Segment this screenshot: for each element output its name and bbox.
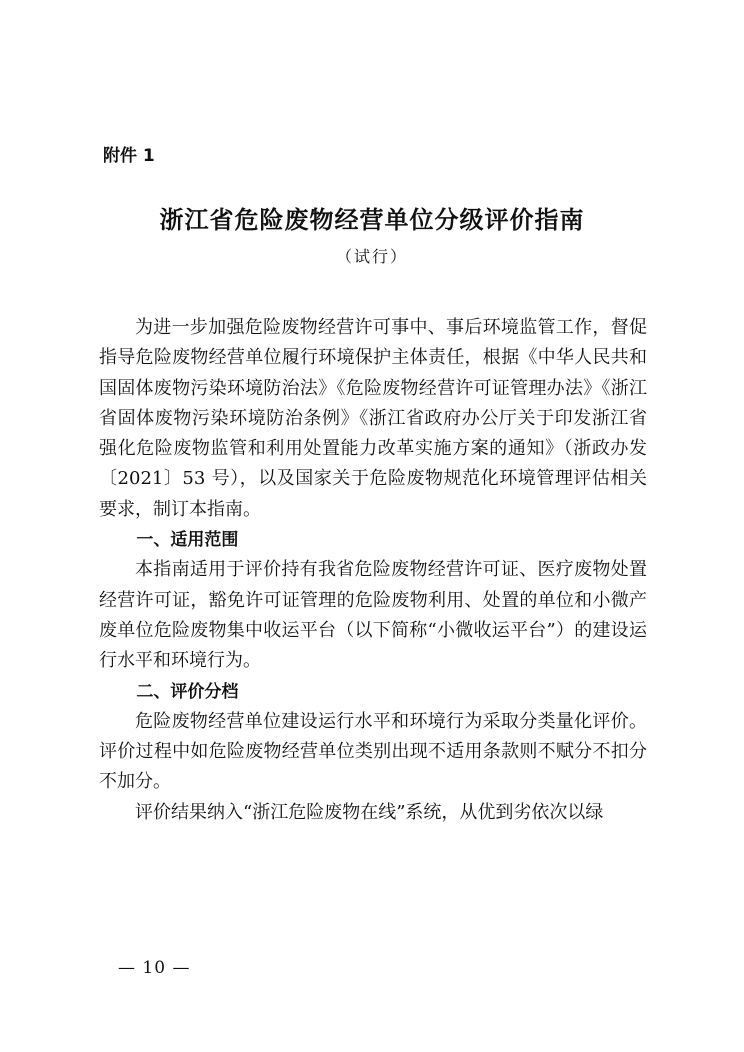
document-body xyxy=(99,313,647,828)
attachment-label: 附件 1 xyxy=(103,146,155,166)
grading-paragraph-2: 评价结果纳入“浙江危险废物在线”系统，从优到劣依次以绿 xyxy=(135,801,604,823)
page-number: — 10 — xyxy=(118,958,191,978)
grading-paragraph-1: 危险废物经营单位建设运行水平和环境行为采取分类量化评价。评价过程中如危险废物经营单位类别出现不适用条款则不赋分不扣分不加分。 xyxy=(99,710,647,793)
document-subtitle: （试行） xyxy=(335,247,408,266)
intro-paragraph: 为进一步加强危险废物经营许可事中、事后环境监管工作，督促指导危险废物经营单位履行环境保护主体责任，根据《中华人民共和国固体废物污染环境防治法》《危险废物经营许可证管理办法》《浙江省固体废物污染环境防治条例》《浙江省政府办公厅关于印发浙江省强化危险废物监管和利用处置能力改革实施方案的通知》（浙政办发〔2021〕53 号），以及国家关于危险废物规范化环境管理评估相关要求，制订本指南。 xyxy=(99,317,647,520)
scope-paragraph: 本指南适用于评价持有我省危险废物经营许可证、医疗废物处置经营许可证，豁免许可证管理的危险废物利用、处置的单位和小微产废单位危险废物集中收运平台（以下简称“小微收运平台”）的建设运行水平和环境行为。 xyxy=(99,559,647,672)
section-heading-scope: 一、适用范围 xyxy=(136,530,239,551)
document-title: 浙江省危险废物经营单位分级评价指南 xyxy=(159,205,585,234)
section-heading-grading: 二、评价分档 xyxy=(136,681,239,702)
